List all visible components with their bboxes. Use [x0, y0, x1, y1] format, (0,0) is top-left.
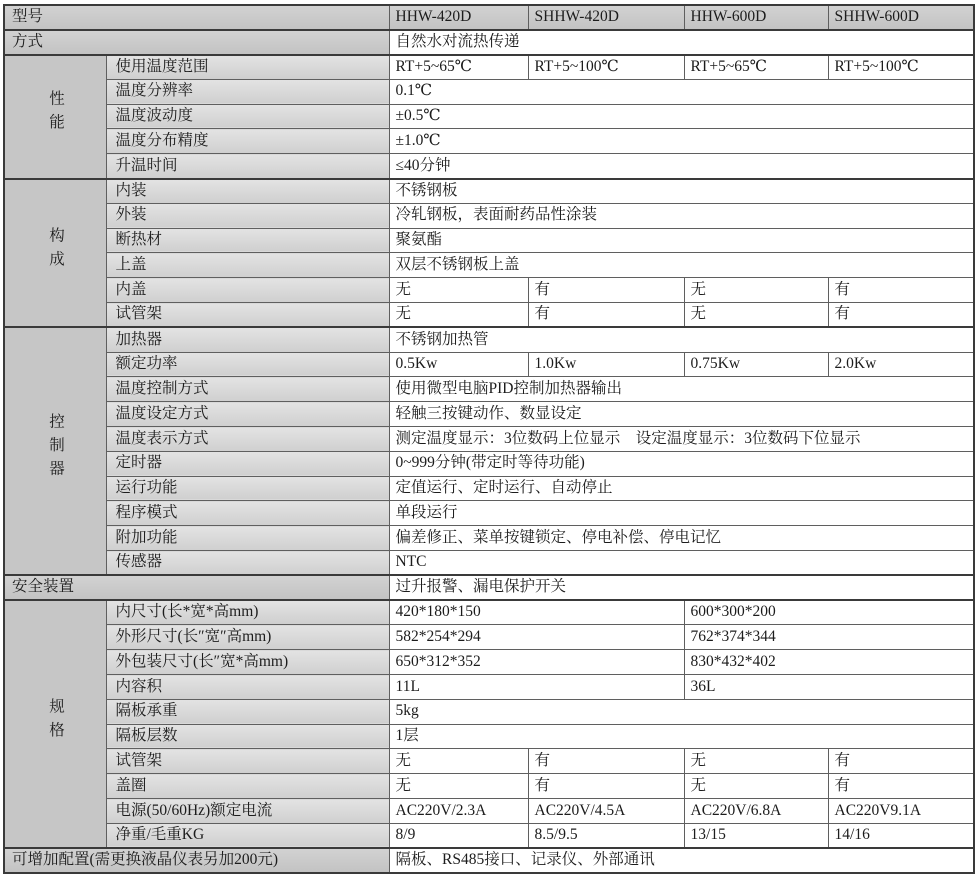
table-row: [4, 451, 974, 476]
spec-value: RT+5~65℃: [389, 55, 528, 80]
spec-value: RT+5~100℃: [828, 55, 974, 80]
table-row-method: [4, 30, 974, 55]
spec-value: 轻触三按键动作、数显设定: [389, 402, 974, 427]
table-row: [4, 799, 974, 824]
spec-label: 温度波动度: [106, 104, 389, 129]
optional-value: 隔板、RS485接口、记录仪、外部通讯: [389, 848, 974, 873]
table-row: [4, 377, 974, 402]
spec-label: 温度分辨率: [106, 79, 389, 104]
category-cell-performance: [4, 55, 106, 179]
spec-label: 外形尺寸(长″宽″高mm): [106, 625, 389, 650]
spec-value: 1层: [389, 724, 974, 749]
spec-value: 无: [389, 774, 528, 799]
spec-value: ±0.5℃: [389, 104, 974, 129]
spec-value: 830*432*402: [684, 650, 974, 675]
safety-label: 安全装置: [4, 575, 389, 600]
spec-value: RT+5~65℃: [684, 55, 828, 80]
spec-value: 单段运行: [389, 501, 974, 526]
table-row: [4, 327, 974, 352]
spec-value: 使用微型电脑PID控制加热器输出: [389, 377, 974, 402]
spec-value: 582*254*294: [389, 625, 684, 650]
spec-label: 温度控制方式: [106, 377, 389, 402]
spec-value: 有: [528, 278, 684, 303]
spec-value: 无: [684, 774, 828, 799]
category-label-performance: 性能: [47, 90, 64, 138]
spec-value: 无: [389, 303, 528, 328]
table-row: [4, 253, 974, 278]
table-row: [4, 179, 974, 204]
model-name-hhw420d: HHW-420D: [389, 5, 528, 30]
spec-label: 隔板层数: [106, 724, 389, 749]
spec-value: 8/9: [389, 823, 528, 848]
category-cell-construction: [4, 179, 106, 328]
spec-value: 0.75Kw: [684, 352, 828, 377]
spec-label: 内尺寸(长*宽*高mm): [106, 600, 389, 625]
table-row: [4, 228, 974, 253]
spec-value: 测定温度显示：3位数码上位显示 设定温度显示：3位数码下位显示: [389, 427, 974, 452]
spec-value: 有: [828, 303, 974, 328]
spec-value: AC220V/6.8A: [684, 799, 828, 824]
table-row: [4, 675, 974, 700]
spec-label: 加热器: [106, 327, 389, 352]
spec-value: 无: [684, 303, 828, 328]
spec-value: 11L: [389, 675, 684, 700]
spec-value: 8.5/9.5: [528, 823, 684, 848]
spec-label: 温度表示方式: [106, 427, 389, 452]
table-row: [4, 154, 974, 179]
table-row: [4, 352, 974, 377]
spec-label: 断热材: [106, 228, 389, 253]
table-row: [4, 104, 974, 129]
table-row: [4, 501, 974, 526]
spec-value: 有: [528, 749, 684, 774]
table-row: [4, 79, 974, 104]
table-row: [4, 724, 974, 749]
spec-value: 双层不锈钢板上盖: [389, 253, 974, 278]
spec-label: 内盖: [106, 278, 389, 303]
spec-label: 外包装尺寸(长″宽*高mm): [106, 650, 389, 675]
spec-value: NTC: [389, 551, 974, 576]
spec-value: 无: [684, 749, 828, 774]
spec-value: 650*312*352: [389, 650, 684, 675]
spec-value: 无: [389, 749, 528, 774]
spec-value: 36L: [684, 675, 974, 700]
category-label-controller: 控制器: [47, 413, 64, 484]
spec-value: 0~999分钟(带定时等待功能): [389, 451, 974, 476]
table-row: [4, 203, 974, 228]
method-value: 自然水对流热传递: [389, 30, 974, 55]
spec-value: 偏差修正、菜单按键锁定、停电补偿、停电记忆: [389, 526, 974, 551]
category-cell-controller: [4, 327, 106, 575]
table-row: [4, 749, 974, 774]
table-row: [4, 402, 974, 427]
spec-value: 2.0Kw: [828, 352, 974, 377]
spec-label: 程序模式: [106, 501, 389, 526]
spec-value: 不锈钢加热管: [389, 327, 974, 352]
method-label: 方式: [4, 30, 389, 55]
spec-value: 冷轧钢板，表面耐药品性涂装: [389, 203, 974, 228]
spec-label: 内容积: [106, 675, 389, 700]
table-row: [4, 774, 974, 799]
spec-value: ±1.0℃: [389, 129, 974, 154]
spec-value: 聚氨酯: [389, 228, 974, 253]
spec-label: 上盖: [106, 253, 389, 278]
spec-label: 定时器: [106, 451, 389, 476]
spec-label: 温度设定方式: [106, 402, 389, 427]
table-row: [4, 600, 974, 625]
table-row: [4, 476, 974, 501]
category-label-specifications: 规格: [47, 697, 64, 745]
models-row-label: 型号: [4, 5, 389, 30]
table-row-optional: [4, 848, 974, 873]
category-cell-specifications: [4, 600, 106, 848]
spec-value: 5kg: [389, 699, 974, 724]
spec-label: 电源(50/60Hz)额定电流: [106, 799, 389, 824]
spec-label: 隔板承重: [106, 699, 389, 724]
table-row: [4, 526, 974, 551]
spec-label: 净重/毛重KG: [106, 823, 389, 848]
table-row: [4, 625, 974, 650]
table-row: [4, 278, 974, 303]
spec-value: 1.0Kw: [528, 352, 684, 377]
spec-label: 附加功能: [106, 526, 389, 551]
safety-value: 过升报警、漏电保护开关: [389, 575, 974, 600]
model-name-shhw600d: SHHW-600D: [828, 5, 974, 30]
table-row: [4, 699, 974, 724]
spec-value: 无: [389, 278, 528, 303]
spec-value: 0.1℃: [389, 79, 974, 104]
spec-value: 有: [528, 774, 684, 799]
spec-label: 试管架: [106, 303, 389, 328]
spec-value: 有: [828, 278, 974, 303]
spec-label: 温度分布精度: [106, 129, 389, 154]
spec-value: 420*180*150: [389, 600, 684, 625]
spec-label: 内装: [106, 179, 389, 204]
table-row: [4, 650, 974, 675]
spec-label: 外装: [106, 203, 389, 228]
optional-label: 可增加配置(需更换液晶仪表另加200元): [4, 848, 389, 873]
model-name-hhw600d: HHW-600D: [684, 5, 828, 30]
table-row: [4, 823, 974, 848]
spec-label: 试管架: [106, 749, 389, 774]
table-row: [4, 551, 974, 576]
table-row: [4, 427, 974, 452]
table-row: [4, 55, 974, 80]
spec-label: 运行功能: [106, 476, 389, 501]
spec-value: 有: [828, 774, 974, 799]
spec-label: 使用温度范围: [106, 55, 389, 80]
spec-label: 额定功率: [106, 352, 389, 377]
spec-value: AC220V9.1A: [828, 799, 974, 824]
product-spec-table: [3, 4, 975, 874]
spec-value: RT+5~100℃: [528, 55, 684, 80]
table-row: [4, 129, 974, 154]
spec-label: 盖圈: [106, 774, 389, 799]
table-row: [4, 303, 974, 328]
spec-value: 762*374*344: [684, 625, 974, 650]
spec-value: 600*300*200: [684, 600, 974, 625]
spec-value: ≤40分钟: [389, 154, 974, 179]
table-row-safety: [4, 575, 974, 600]
spec-value: 13/15: [684, 823, 828, 848]
category-label-construction: 构成: [47, 226, 64, 274]
spec-label: 升温时间: [106, 154, 389, 179]
spec-value: 有: [528, 303, 684, 328]
spec-value: 不锈钢板: [389, 179, 974, 204]
spec-value: 14/16: [828, 823, 974, 848]
spec-value: AC220V/4.5A: [528, 799, 684, 824]
spec-label: 传感器: [106, 551, 389, 576]
spec-value: 定值运行、定时运行、自动停止: [389, 476, 974, 501]
table-row-models: [4, 5, 974, 30]
spec-value: AC220V/2.3A: [389, 799, 528, 824]
spec-value: 0.5Kw: [389, 352, 528, 377]
spec-value: 有: [828, 749, 974, 774]
spec-value: 无: [684, 278, 828, 303]
model-name-shhw420d: SHHW-420D: [528, 5, 684, 30]
